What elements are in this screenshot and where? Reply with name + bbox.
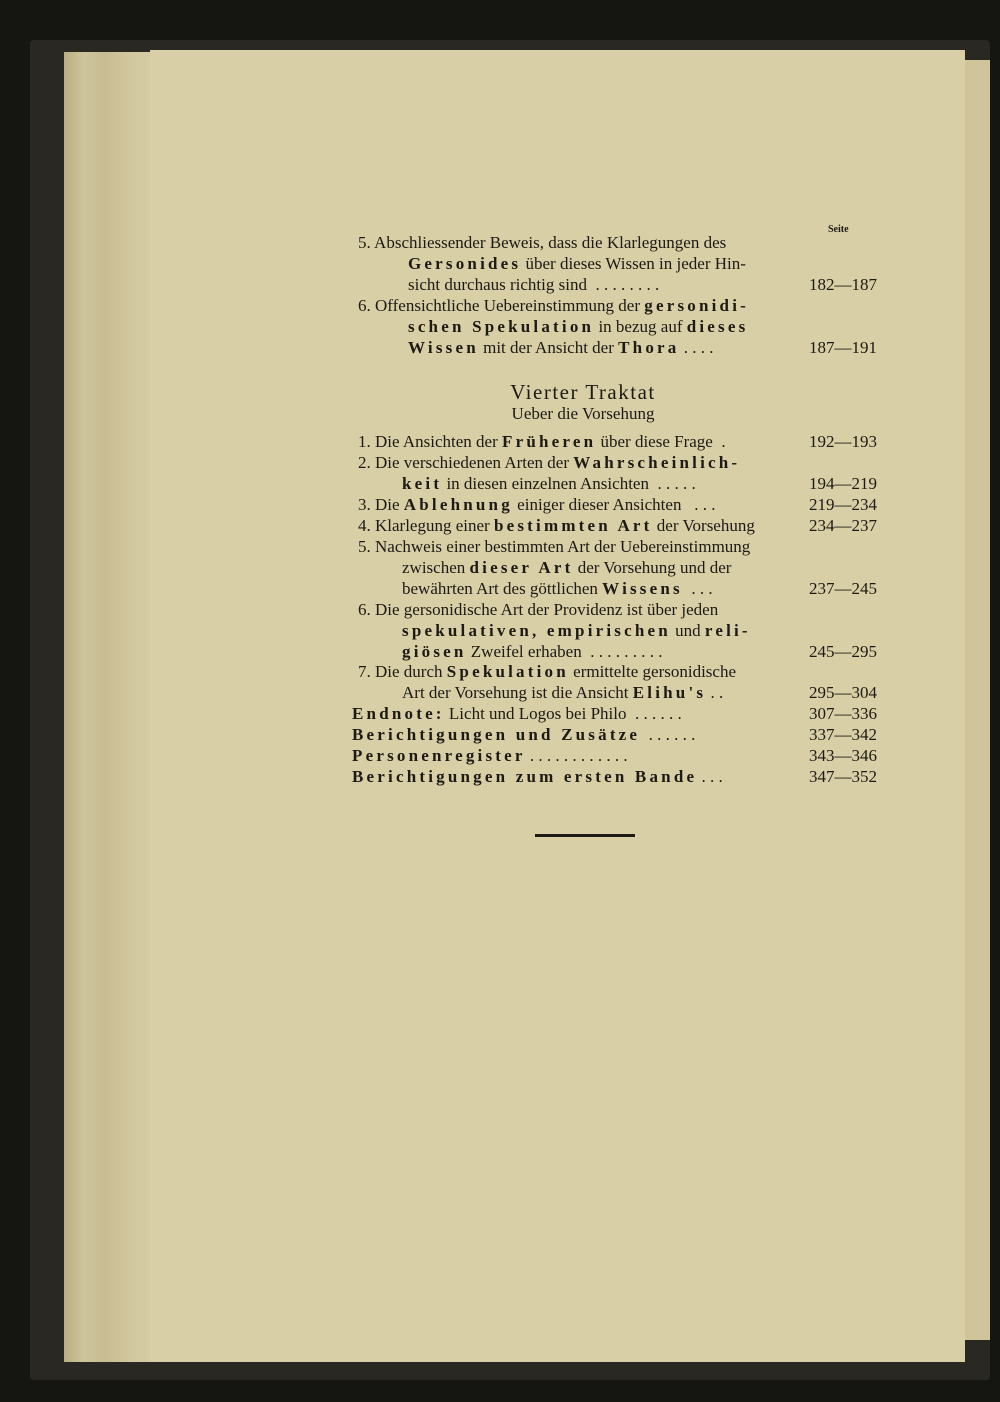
toc-line bbox=[358, 233, 726, 253]
toc-text: Zweifel erhaben . . . . . . . . . bbox=[466, 642, 663, 661]
toc-line bbox=[402, 642, 662, 662]
spaced-text: Ablehnung bbox=[403, 495, 513, 514]
page-range: 343—346 bbox=[809, 746, 877, 765]
toc-line bbox=[358, 537, 750, 557]
toc-text: 1. Die Ansichten der bbox=[358, 432, 502, 451]
spaced-text: Berichtigungen zum ersten Bande bbox=[352, 767, 698, 786]
spaced-text: Personenregister bbox=[352, 746, 526, 765]
spaced-text: dieses bbox=[686, 317, 749, 336]
spaced-text: Spekulation bbox=[446, 662, 569, 681]
toc-text: der Vorsehung bbox=[652, 516, 755, 535]
toc-text: Art der Vorsehung ist die Ansicht bbox=[402, 683, 633, 702]
page-range: 245—295 bbox=[809, 642, 877, 661]
toc-line bbox=[358, 432, 726, 452]
toc-text: sicht durchaus richtig sind . . . . . . . . bbox=[408, 275, 660, 294]
spaced-text: Gersonides bbox=[408, 254, 522, 273]
toc-text: 4. Klarlegung einer bbox=[358, 516, 494, 535]
toc-text: mit der Ansicht der bbox=[478, 338, 619, 357]
toc-text: 7. Die durch bbox=[358, 662, 447, 681]
spaced-text: Elihu's bbox=[632, 683, 707, 702]
toc-line bbox=[352, 767, 723, 787]
toc-text: 6. Offensichtliche Uebereinstimmung der bbox=[358, 296, 645, 315]
toc-line bbox=[402, 558, 731, 578]
page-range: 295—304 bbox=[809, 683, 877, 702]
toc-line bbox=[408, 275, 659, 295]
spaced-text: schen Spekulation bbox=[408, 317, 595, 336]
spaced-text: Wissens bbox=[602, 579, 683, 598]
toc-line bbox=[352, 746, 628, 766]
toc-text: 5. Abschliessender Beweis, dass die Klarlegungen des bbox=[358, 233, 727, 252]
spaced-text: Berichtigungen und Zusätze bbox=[352, 725, 641, 744]
toc-text: ermittelte gersonidische bbox=[568, 662, 737, 681]
spaced-text: Wahrscheinlich- bbox=[573, 453, 741, 472]
toc-text: in bezug auf bbox=[594, 317, 687, 336]
spaced-text: Thora bbox=[618, 338, 680, 357]
page-range: 219—234 bbox=[809, 495, 877, 514]
toc-line bbox=[408, 317, 748, 337]
spaced-text: Früheren bbox=[502, 432, 597, 451]
toc-text: einiger dieser Ansichten . . . bbox=[512, 495, 716, 514]
toc-line bbox=[358, 453, 740, 473]
end-rule bbox=[535, 834, 635, 837]
facing-page-edge bbox=[965, 60, 990, 1340]
toc-line bbox=[402, 474, 696, 494]
toc-text: 3. Die bbox=[358, 495, 404, 514]
section-title: Vierter Traktat bbox=[510, 380, 656, 404]
toc-text: . . . bbox=[682, 579, 713, 598]
spaced-text: keit bbox=[402, 474, 443, 493]
seite-label: Seite bbox=[828, 224, 849, 235]
page-range: 237—245 bbox=[809, 579, 877, 598]
spaced-text: reli- bbox=[704, 621, 751, 640]
page-range: 187—191 bbox=[809, 338, 877, 357]
toc-line bbox=[358, 662, 736, 682]
toc-text: und bbox=[670, 621, 705, 640]
toc-line bbox=[408, 338, 713, 358]
toc-text: zwischen bbox=[402, 558, 470, 577]
section-subtitle: Ueber die Vorsehung bbox=[511, 404, 655, 423]
spaced-text: Endnote: bbox=[352, 704, 445, 723]
toc-text: Licht und Logos bei Philo . . . . . . bbox=[444, 704, 682, 723]
toc-text: 5. Nachweis einer bestimmten Art der Uebereinstimmung bbox=[358, 537, 751, 556]
page-stack-edge bbox=[64, 52, 164, 1362]
toc-text: . . . . . . bbox=[640, 725, 696, 744]
spaced-text: dieser Art bbox=[469, 558, 574, 577]
page-range: 234—237 bbox=[809, 516, 877, 535]
spaced-text: Wissen bbox=[408, 338, 479, 357]
spaced-text: spekulativen, empirischen bbox=[402, 621, 671, 640]
toc-text: . . . . . . . . . . . . bbox=[525, 746, 628, 765]
toc-text: über diese Frage . bbox=[596, 432, 726, 451]
toc-line bbox=[408, 254, 746, 274]
toc-line bbox=[402, 621, 751, 641]
toc-text: in diesen einzelnen Ansichten . . . . . bbox=[442, 474, 696, 493]
page-range: 194—219 bbox=[809, 474, 877, 493]
toc-line bbox=[358, 296, 749, 316]
toc-line bbox=[358, 495, 715, 515]
toc-text: . . bbox=[706, 683, 724, 702]
page-range: 307—336 bbox=[809, 704, 877, 723]
page-range: 182—187 bbox=[809, 275, 877, 294]
toc-text: 2. Die verschiedenen Arten der bbox=[358, 453, 574, 472]
page-range: 192—193 bbox=[809, 432, 877, 451]
toc-line bbox=[358, 516, 755, 536]
toc-text: bewährten Art des göttlichen bbox=[402, 579, 603, 598]
toc-line bbox=[358, 600, 718, 620]
toc-text: . . . bbox=[697, 767, 723, 786]
toc-text: . . . . bbox=[679, 338, 714, 357]
page-range: 347—352 bbox=[809, 767, 877, 786]
spaced-text: bestimmten Art bbox=[493, 516, 653, 535]
spaced-text: gersonidi- bbox=[644, 296, 749, 315]
toc-text: der Vorsehung und der bbox=[573, 558, 732, 577]
spaced-text: giösen bbox=[402, 642, 467, 661]
toc-text: 6. Die gersonidische Art der Providenz ist über jeden bbox=[358, 600, 719, 619]
toc-line bbox=[352, 704, 682, 724]
toc-line bbox=[352, 725, 695, 745]
toc-line bbox=[402, 579, 713, 599]
toc-text: über dieses Wissen in jeder Hin- bbox=[521, 254, 746, 273]
page-range: 337—342 bbox=[809, 725, 877, 744]
toc-line bbox=[402, 683, 723, 703]
